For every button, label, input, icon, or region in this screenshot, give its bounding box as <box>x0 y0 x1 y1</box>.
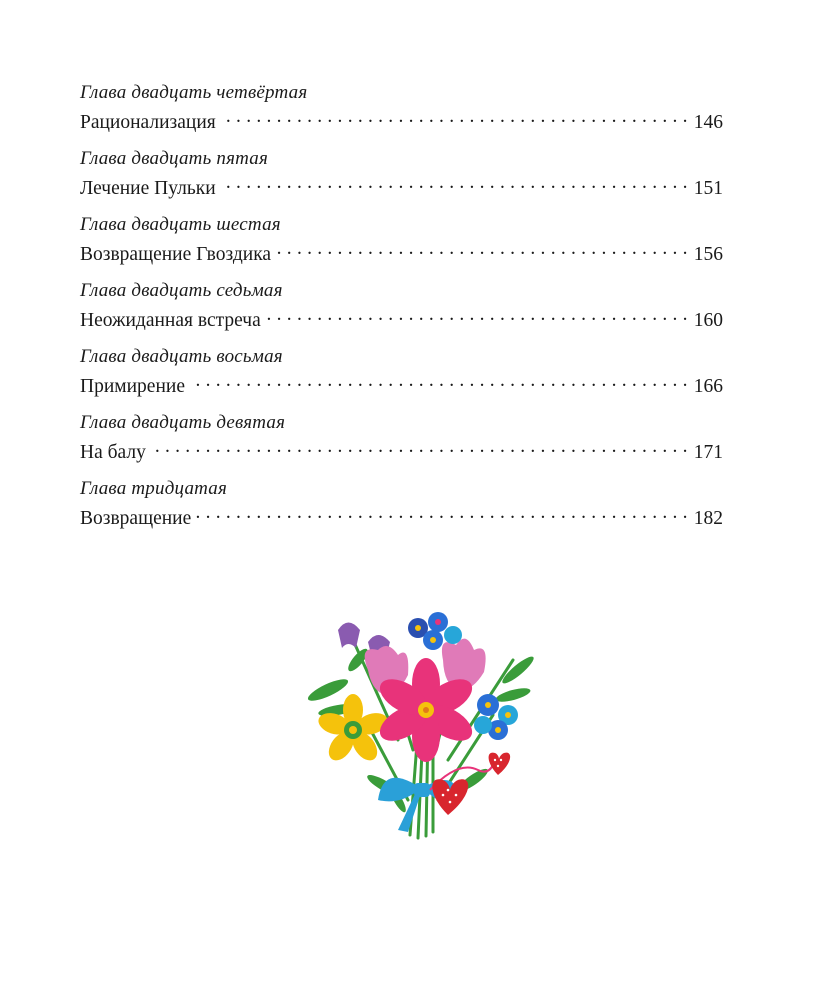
title-line <box>80 106 723 134</box>
chapter-title: Примирение <box>80 376 185 397</box>
title-line <box>80 436 723 464</box>
chapter-label: Глава двадцать девятая <box>80 412 286 433</box>
page-number: 171 <box>693 442 723 463</box>
toc-entry-24[interactable] <box>80 78 723 144</box>
title-line <box>80 172 723 200</box>
dot-leader <box>195 502 687 524</box>
table-of-contents <box>80 78 723 540</box>
dot-leader <box>150 436 688 458</box>
chapter-label: Глава тридцатая <box>80 478 228 499</box>
chapter-title: Возвращение Гвоздика <box>80 244 272 265</box>
toc-entry-25[interactable] <box>80 144 723 210</box>
page-number: 160 <box>693 310 723 331</box>
dot-leader <box>265 304 688 326</box>
page-number: 166 <box>693 376 723 397</box>
page-number: 146 <box>693 112 723 133</box>
chapter-title: Лечение Пульки <box>80 178 216 199</box>
chapter-title: Рационализация <box>80 112 216 133</box>
chapter-label: Глава двадцать седьмая <box>80 280 283 301</box>
toc-entry-28[interactable] <box>80 342 723 408</box>
title-line <box>80 238 723 266</box>
chapter-label: Глава двадцать пятая <box>80 148 268 169</box>
chapter-label: Глава двадцать четвёртая <box>80 82 308 103</box>
title-line <box>80 304 723 332</box>
dot-leader <box>189 370 688 392</box>
dot-leader <box>220 172 688 194</box>
toc-entry-29[interactable] <box>80 408 723 474</box>
chapter-label: Глава двадцать шестая <box>80 214 281 235</box>
dot-leader <box>275 238 688 260</box>
page-number: 156 <box>693 244 723 265</box>
title-line <box>80 370 723 398</box>
toc-entry-26[interactable] <box>80 210 723 276</box>
page-number: 182 <box>693 508 723 529</box>
toc-entry-30[interactable] <box>80 474 723 540</box>
page-number: 151 <box>693 178 723 199</box>
chapter-label: Глава двадцать восьмая <box>80 346 283 367</box>
flower-bouquet-icon <box>298 600 548 850</box>
dot-leader <box>220 106 688 128</box>
chapter-title: Возвращение <box>80 508 192 529</box>
toc-entry-27[interactable] <box>80 276 723 342</box>
chapter-title: Неожиданная встреча <box>80 310 261 331</box>
chapter-title: На балу <box>80 442 146 463</box>
title-line <box>80 502 723 530</box>
